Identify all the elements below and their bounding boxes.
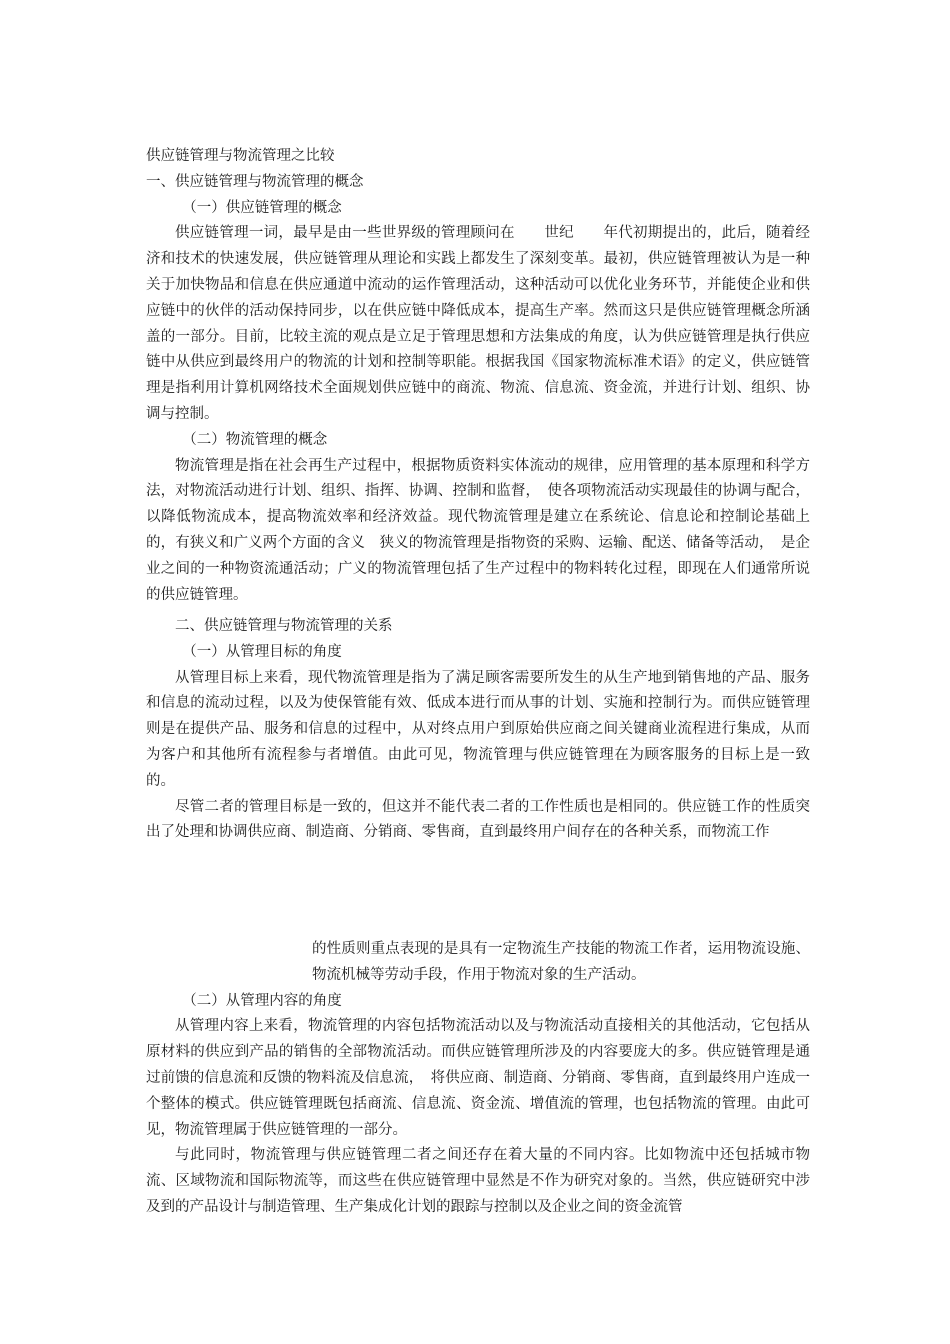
paragraph: 供应链管理一词，最早是由一些世界级的管理顾问在 世纪 年代初期提出的，此后，随着经济和技术的快速发展，供应链管理从理论和实践上都发生了深刻变革。最初，供应链管理被认为是一种关于加快物品和信息在供应通道中流动的运作管理活动，这种活动可以优化业务环节，并能使企业和供应链中的伙伴的活动保持同步，以在供应链中降低成本，提高生产率。然而这只是供应链管理概念所涵盖的一部分。目前，比较主流的观点是立足于管理思想和方法集成的角度，认为供应链管理是执行供应链中从供应到最终用户的物流的计划和控制等职能。根据我国《国家物流标准术语》的定义，供应链管理是指利用计算机网络技术全面规划供应链中的商流、物流、信息流、资金流，并进行计划、组织、协调与控制。 (146, 225, 810, 422)
section-heading: 一、供应链管理与物流管理的概念 (146, 173, 364, 190)
section-two (146, 614, 810, 846)
section-heading: 二、供应链管理与物流管理的关系 (175, 618, 393, 634)
paragraph: 与此同时，物流管理与供应链管理二者之间还存在着大量的不同内容。比如物流中还包括城市物流、区域物流和国际物流等，而这些在供应链管理中显然是不作为研究对象的。当然，供应链研究中涉及到的产品设计与制造管理、生产集成化计划的跟踪与控制以及企业之间的资金流管 (146, 1147, 810, 1215)
section-two-continued (146, 937, 810, 1221)
document-title: 供应链管理与物流管理之比较 (146, 148, 335, 164)
section-one (146, 144, 810, 608)
paragraph: 从管理内容上来看，物流管理的内容包括物流活动以及与物流活动直接相关的其他活动，它包括从原材料的供应到产品的销售的全部物流活动。而供应链管理所涉及的内容要庞大的多。供应链管理是通过前馈的信息流和反馈的物料流及信息流， 将供应商、制造商、分销商、零售商，直到最终用户连成一个整体的模式。供应链管理既包括商流、信息流、资金流、增值流的管理，也包括物流的管理。由此可见，物流管理属于供应链管理的一部分。 (146, 1018, 810, 1138)
paragraph: 物流管理是指在社会再生产过程中，根据物质资料实体流动的规律，应用管理的基本原理和科学方法，对物流活动进行计划、组织、指挥、协调、控制和监督， 使各项物流活动实现最佳的协调与配合，以降低物流成本，提高物流效率和经济效益。现代物流管理是建立在系统论、信息论和控制论基础上的，有狭义和广义两个方面的含义 狭义的物流管理是指物资的采购、运输、配送、储备等活动， 是企业之间的一种物资流通活动；广义的物流管理包括了生产过程中的物料转化过程，即现在人们通常所说的供应链管理。 (146, 457, 810, 603)
subsection-heading: （二）物流管理的概念 (182, 431, 328, 448)
paragraph: 尽管二者的管理目标是一致的，但这并不能代表二者的工作性质也是相同的。供应链工作的性质突出了处理和协调供应商、制造商、分销商、零售商，直到最终用户间存在的各种关系，而物流工作 (146, 798, 810, 841)
subsection-heading: （一）从管理目标的角度 (182, 643, 342, 660)
paragraph: 从管理目标上来看，现代物流管理是指为了满足顾客需要所发生的从生产地到销售地的产品、服务和信息的流动过程，以及为使保管能有效、低成本进行而从事的计划、实施和控制行为。而供应链管理则是在提供产品、服务和信息的过程中，从对终点用户到原始供应商之间关键商业流程进行集成，从而为客户和其他所有流程参与者增值。由此可见，物流管理与供应链管理在为顾客服务的目标上是一致的。 (146, 669, 810, 789)
subsection-heading: （二）从管理内容的角度 (182, 992, 342, 1009)
paragraph-continuation: 的性质则重点表现的是具有一定物流生产技能的物流工作者，运用物流设施、物流机械等劳动手段，作用于物流对象的生产活动。 (312, 941, 810, 983)
subsection-heading: （一）供应链管理的概念 (182, 199, 342, 216)
